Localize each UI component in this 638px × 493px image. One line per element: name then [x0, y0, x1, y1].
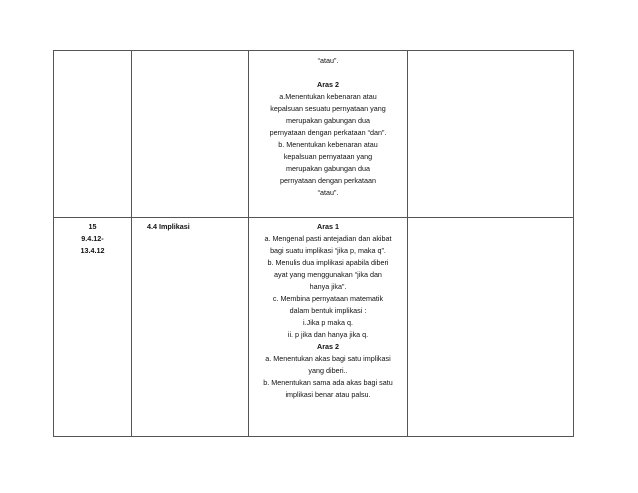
outcome-text-line: ayat yang menggunakan “jika dan	[274, 270, 382, 279]
outcome-text-line: a. Mengenal pasti antejadian dan akibat	[264, 234, 392, 243]
lesson-plan-table	[53, 50, 574, 437]
outcome-text-line: merupakan gabungan dua	[286, 116, 370, 125]
outcome-text-line: ii. p jika dan hanya jika q.	[287, 330, 369, 339]
outcome-text-line: a. Menentukan akas bagi satu implikasi	[265, 354, 391, 363]
outcome-text-line: pernyataan dengan perkataan “dan”.	[269, 128, 387, 137]
outcome-text-line: bagi suatu implikasi “jika p, maka q”.	[270, 246, 386, 255]
outcome-text-line: b. Menentukan kebenaran atau	[278, 140, 378, 149]
week-number: 15	[88, 222, 97, 231]
row2-week-cell	[54, 221, 131, 257]
row-divider	[54, 217, 573, 218]
outcome-text-line: hanya jika”.	[309, 282, 347, 291]
level-heading: Aras 2	[317, 80, 339, 89]
column-divider	[407, 51, 408, 436]
outcome-text-line: “atau”.	[317, 56, 339, 65]
outcome-text-line	[249, 67, 407, 79]
outcome-text-line: kepalsuan pernyataan yang	[283, 152, 373, 161]
column-divider	[131, 51, 132, 436]
outcome-text-line: merupakan gabungan dua	[286, 164, 370, 173]
level-heading: Aras 1	[317, 222, 339, 231]
row1-learning-outcomes	[249, 55, 407, 199]
outcome-text-line: “atau”.	[317, 188, 339, 197]
outcome-text-line: a.Menentukan kebenaran atau	[279, 92, 377, 101]
outcome-text-line: b. Menentukan sama ada akas bagi satu	[263, 378, 393, 387]
outcome-text-line: b. Menulis dua implikasi apabila diberi	[267, 258, 389, 267]
outcome-text-line: c. Membina pernyataan matematik	[272, 294, 384, 303]
date-start: 9.4.12-	[81, 234, 104, 243]
outcome-text-line: kepalsuan sesuatu pernyataan yang	[270, 104, 386, 113]
topic-title: 4.4 Implikasi	[147, 222, 190, 231]
outcome-text-line: yang diberi..	[308, 366, 348, 375]
date-end: 13.4.12	[80, 246, 105, 255]
outcome-text-line: pernyataan dengan perkataan	[280, 176, 376, 185]
row2-topic-cell	[147, 221, 247, 233]
outcome-text-line: i.Jika p maka q.	[303, 318, 353, 327]
outcome-text-line: dalam bentuk implikasi :	[289, 306, 367, 315]
level-heading: Aras 2	[317, 342, 339, 351]
outcome-text-line: implikasi benar atau palsu.	[285, 390, 371, 399]
row2-learning-outcomes	[249, 221, 407, 401]
